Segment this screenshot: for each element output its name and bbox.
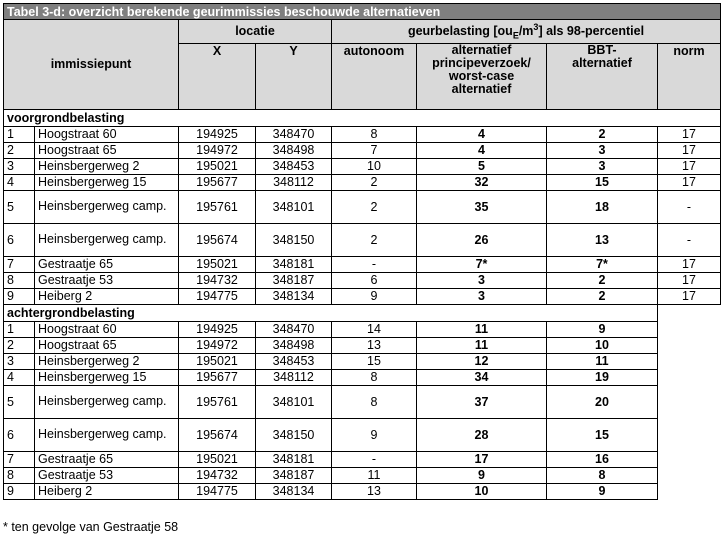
row-bbt: 3: [547, 158, 658, 174]
row-immissiepunt: Hoogstraat 65: [35, 142, 179, 158]
row-alternatief: 11: [417, 321, 547, 337]
row-number: 3: [4, 353, 35, 369]
table-row: [4, 126, 721, 142]
row-y: 348453: [256, 158, 332, 174]
row-bbt: 8: [547, 467, 658, 483]
table-row: [4, 385, 721, 418]
row-autonoom: 2: [332, 190, 417, 223]
row-number: 7: [4, 256, 35, 272]
row-number: 5: [4, 385, 35, 418]
table-row: [4, 321, 721, 337]
row-y: 348498: [256, 337, 332, 353]
row-immissiepunt: Hoogstraat 60: [35, 321, 179, 337]
row-immissiepunt: Gestraatje 65: [35, 256, 179, 272]
row-x: 195021: [179, 158, 256, 174]
row-alternatief: 3: [417, 272, 547, 288]
row-immissiepunt: Heinsbergerweg camp.: [35, 223, 179, 256]
row-bbt: 3: [547, 142, 658, 158]
row-alternatief: 34: [417, 369, 547, 385]
row-x: 195674: [179, 223, 256, 256]
row-immissiepunt: Heiberg 2: [35, 483, 179, 499]
row-norm: 17: [658, 174, 721, 190]
row-bbt: 2: [547, 272, 658, 288]
header-y: Y: [256, 43, 332, 109]
row-bbt: 20: [547, 385, 658, 418]
table-row: [4, 418, 721, 451]
row-autonoom: -: [332, 451, 417, 467]
row-autonoom: 8: [332, 369, 417, 385]
row-autonoom: 6: [332, 272, 417, 288]
table-row: [4, 223, 721, 256]
row-y: 348470: [256, 321, 332, 337]
row-y: 348134: [256, 288, 332, 304]
row-number: 6: [4, 418, 35, 451]
blank-cell: [658, 304, 721, 499]
header-alternatief: alternatief principeverzoek/ worst-case alternatief: [417, 43, 547, 109]
row-x: 194775: [179, 483, 256, 499]
row-number: 2: [4, 337, 35, 353]
section-label: voorgrondbelasting: [4, 109, 721, 126]
row-alternatief: 7*: [417, 256, 547, 272]
row-x: 195021: [179, 256, 256, 272]
row-x: 194925: [179, 126, 256, 142]
row-bbt: 2: [547, 288, 658, 304]
row-y: 348150: [256, 223, 332, 256]
row-bbt: 19: [547, 369, 658, 385]
row-x: 194925: [179, 321, 256, 337]
row-number: 1: [4, 321, 35, 337]
header-immissiepunt: immissiepunt: [4, 20, 179, 110]
row-immissiepunt: Heinsbergerweg camp.: [35, 418, 179, 451]
row-norm: -: [658, 223, 721, 256]
row-alternatief: 28: [417, 418, 547, 451]
row-x: 195021: [179, 451, 256, 467]
row-x: 194775: [179, 288, 256, 304]
row-autonoom: 13: [332, 483, 417, 499]
row-autonoom: 9: [332, 288, 417, 304]
row-x: 195761: [179, 385, 256, 418]
row-autonoom: 2: [332, 223, 417, 256]
row-bbt: 18: [547, 190, 658, 223]
row-x: 194972: [179, 142, 256, 158]
row-alternatief: 3: [417, 288, 547, 304]
section-label: achtergrondbelasting: [4, 304, 658, 321]
row-alternatief: 9: [417, 467, 547, 483]
row-y: 348181: [256, 256, 332, 272]
row-immissiepunt: Gestraatje 65: [35, 451, 179, 467]
header-autonoom: autonoom: [332, 43, 417, 109]
row-y: 348101: [256, 385, 332, 418]
row-alternatief: 4: [417, 142, 547, 158]
row-bbt: 11: [547, 353, 658, 369]
row-autonoom: 9: [332, 418, 417, 451]
row-y: 348150: [256, 418, 332, 451]
row-x: 194972: [179, 337, 256, 353]
table-row: [4, 467, 721, 483]
row-x: 195021: [179, 353, 256, 369]
row-alternatief: 37: [417, 385, 547, 418]
table-row: [4, 256, 721, 272]
row-y: 348112: [256, 174, 332, 190]
row-number: 4: [4, 174, 35, 190]
row-y: 348134: [256, 483, 332, 499]
row-y: 348187: [256, 467, 332, 483]
row-autonoom: 10: [332, 158, 417, 174]
header-x: X: [179, 43, 256, 109]
row-norm: 17: [658, 142, 721, 158]
row-alternatief: 35: [417, 190, 547, 223]
row-bbt: 9: [547, 321, 658, 337]
row-autonoom: 2: [332, 174, 417, 190]
row-autonoom: 14: [332, 321, 417, 337]
row-x: 195677: [179, 174, 256, 190]
row-x: 195761: [179, 190, 256, 223]
header-geurbelasting: geurbelasting $[ou_E/m^3]$ als 98-percentiel: [332, 20, 721, 44]
row-x: 194732: [179, 272, 256, 288]
row-number: 4: [4, 369, 35, 385]
row-norm: 17: [658, 126, 721, 142]
row-number: 5: [4, 190, 35, 223]
row-y: 348453: [256, 353, 332, 369]
row-number: 6: [4, 223, 35, 256]
row-alternatief: 10: [417, 483, 547, 499]
row-autonoom: 11: [332, 467, 417, 483]
row-alternatief: 26: [417, 223, 547, 256]
table-row: [4, 288, 721, 304]
row-bbt: 2: [547, 126, 658, 142]
row-norm: 17: [658, 158, 721, 174]
immission-table: [3, 3, 721, 500]
row-immissiepunt: Hoogstraat 60: [35, 126, 179, 142]
table-row: [4, 158, 721, 174]
row-norm: 17: [658, 288, 721, 304]
row-alternatief: 17: [417, 451, 547, 467]
row-autonoom: 7: [332, 142, 417, 158]
row-x: 195674: [179, 418, 256, 451]
row-alternatief: 4: [417, 126, 547, 142]
row-bbt: 10: [547, 337, 658, 353]
row-bbt: 15: [547, 174, 658, 190]
table-row: [4, 369, 721, 385]
row-alternatief: 11: [417, 337, 547, 353]
table-row: [4, 142, 721, 158]
table-row: [4, 483, 721, 499]
row-bbt: 13: [547, 223, 658, 256]
row-autonoom: -: [332, 256, 417, 272]
row-y: 348470: [256, 126, 332, 142]
row-immissiepunt: Gestraatje 53: [35, 467, 179, 483]
row-number: 1: [4, 126, 35, 142]
table-row: [4, 337, 721, 353]
row-immissiepunt: Heinsbergerweg camp.: [35, 385, 179, 418]
row-immissiepunt: Heinsbergerweg camp.: [35, 190, 179, 223]
row-y: 348187: [256, 272, 332, 288]
table-row: [4, 353, 721, 369]
row-norm: 17: [658, 272, 721, 288]
row-autonoom: 8: [332, 126, 417, 142]
row-y: 348181: [256, 451, 332, 467]
row-alternatief: 5: [417, 158, 547, 174]
row-alternatief: 32: [417, 174, 547, 190]
row-y: 348112: [256, 369, 332, 385]
row-x: 195677: [179, 369, 256, 385]
row-bbt: 16: [547, 451, 658, 467]
row-norm: 17: [658, 256, 721, 272]
row-immissiepunt: Heinsbergerweg 15: [35, 369, 179, 385]
row-alternatief: 12: [417, 353, 547, 369]
row-x: 194732: [179, 467, 256, 483]
row-number: 9: [4, 483, 35, 499]
row-bbt: 15: [547, 418, 658, 451]
row-bbt: 7*: [547, 256, 658, 272]
row-autonoom: 15: [332, 353, 417, 369]
row-number: 8: [4, 467, 35, 483]
row-immissiepunt: Hoogstraat 65: [35, 337, 179, 353]
row-autonoom: 13: [332, 337, 417, 353]
row-autonoom: 8: [332, 385, 417, 418]
row-immissiepunt: Heinsbergerweg 15: [35, 174, 179, 190]
row-immissiepunt: Heinsbergerweg 2: [35, 158, 179, 174]
row-immissiepunt: Heinsbergerweg 2: [35, 353, 179, 369]
table-title: Tabel 3-d: overzicht berekende geurimmissies beschouwde alternatieven: [4, 4, 721, 20]
table-row: [4, 174, 721, 190]
row-immissiepunt: Gestraatje 53: [35, 272, 179, 288]
row-number: 3: [4, 158, 35, 174]
header-locatie: locatie: [179, 20, 332, 44]
row-bbt: 9: [547, 483, 658, 499]
table-row: [4, 272, 721, 288]
row-immissiepunt: Heiberg 2: [35, 288, 179, 304]
header-bbt: BBT-alternatief: [547, 43, 658, 109]
table-row: [4, 451, 721, 467]
row-number: 8: [4, 272, 35, 288]
table-row: [4, 190, 721, 223]
footnote: * ten gevolge van Gestraatje 58: [3, 520, 179, 534]
row-number: 2: [4, 142, 35, 158]
row-y: 348101: [256, 190, 332, 223]
row-number: 9: [4, 288, 35, 304]
row-number: 7: [4, 451, 35, 467]
row-norm: -: [658, 190, 721, 223]
header-norm: norm: [658, 43, 721, 109]
row-y: 348498: [256, 142, 332, 158]
